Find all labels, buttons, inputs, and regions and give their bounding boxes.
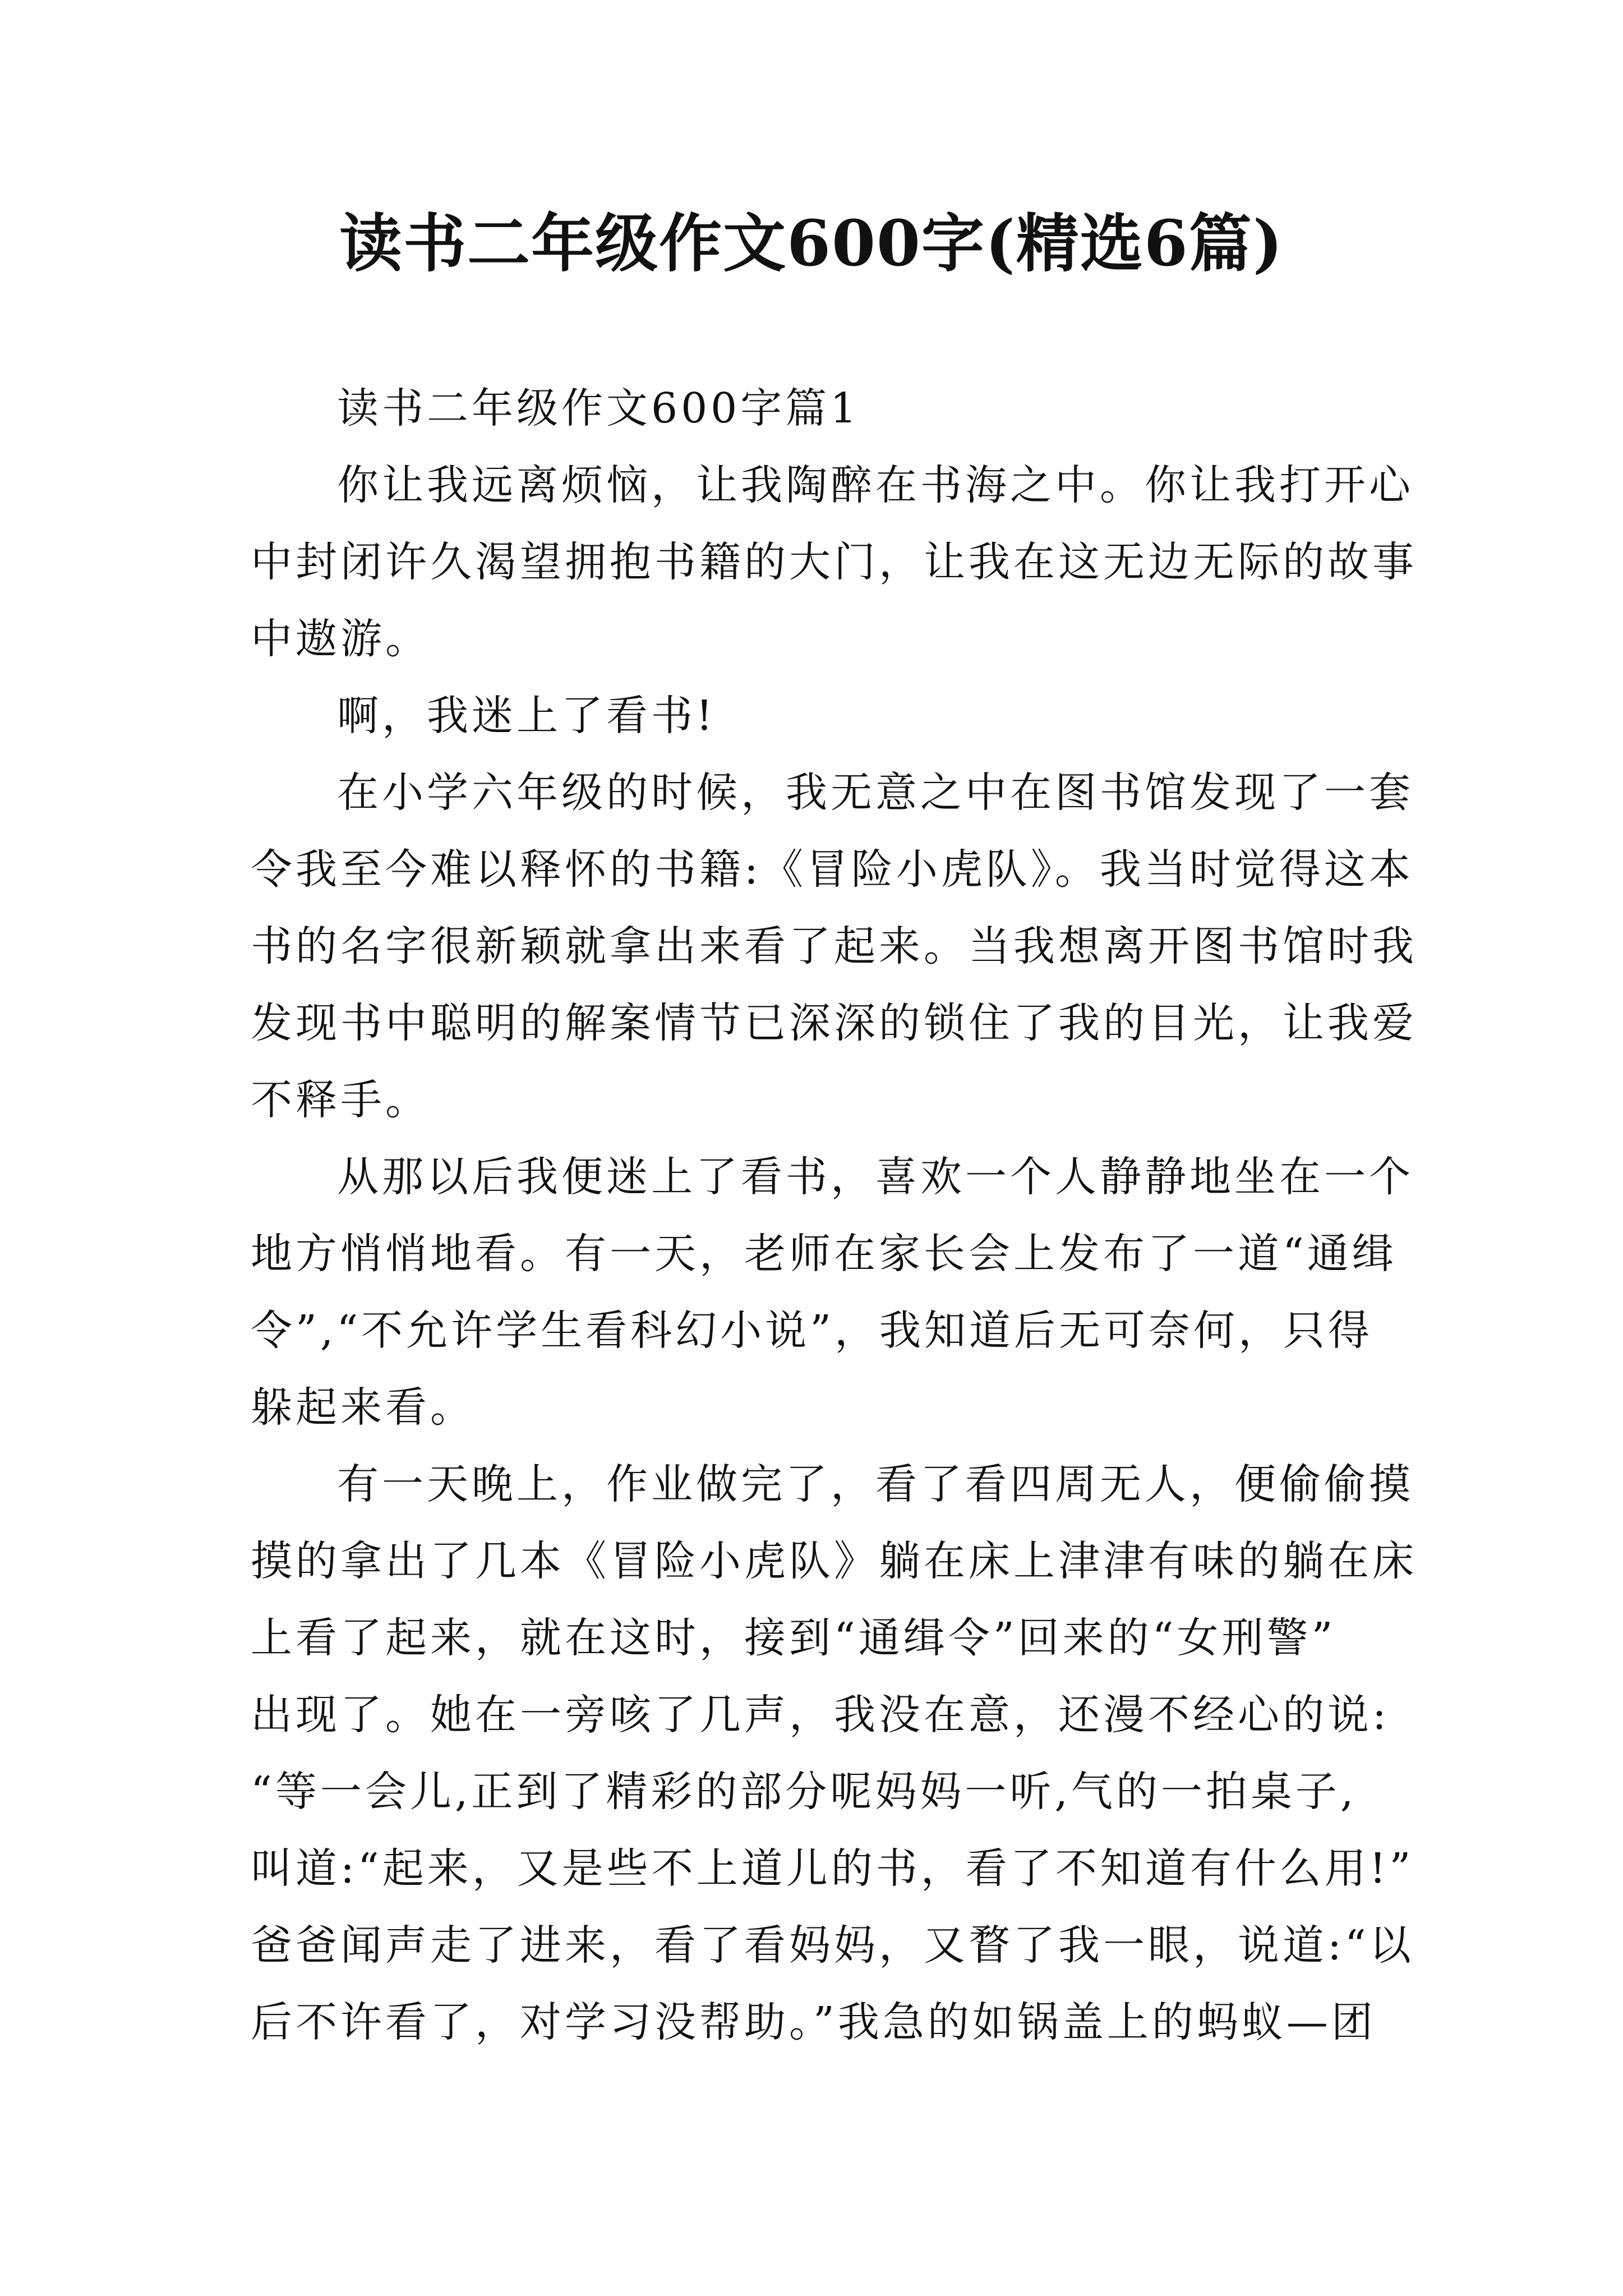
paragraph-line: 出现了。她在一旁咳了几声，我没在意，还漫不经心的说: [251,1691,1390,1739]
section-heading: 读书二年级作文600字篇1 [337,384,860,432]
paragraph-line: “等一会儿,正到了精彩的部分呢妈妈一听,气的一拍桌子, [251,1768,1357,1816]
paragraph-line: 啊，我迷上了看书! [337,692,716,740]
paragraph-line: 摸的拿出了几本《冒险小虎队》躺在床上津津有味的躺在床 [251,1537,1417,1585]
paragraph-line: 不释手。 [251,1076,430,1124]
paragraph-line: 有一天晚上，作业做完了，看了看四周无人，便偷偷摸 [337,1460,1414,1508]
paragraph-line: 躲起来看。 [251,1383,475,1432]
paragraph-line: 地方悄悄地看。有一天，老师在家长会上发布了一道“通缉 [251,1230,1397,1278]
document-title: 读书二年级作文600字(精选6篇) [339,207,1284,280]
paragraph-line: 令我至今难以释怀的书籍:《冒险小虎队》。我当时觉得这本 [251,845,1414,894]
paragraph-line: 上看了起来，就在这时，接到“通缉令”回来的“女刑警” [251,1614,1336,1662]
paragraph-line: 后不许看了，对学习没帮助。”我急的如锅盖上的蚂蚁—团 [251,1998,1376,2046]
paragraph-line: 发现书中聪明的解案情节已深深的锁住了我的目光，让我爱 [251,999,1417,1047]
paragraph-line: 书的名字很新颖就拿出来看了起来。当我想离开图书馆时我 [251,922,1417,970]
paragraph-line: 中遨游。 [251,615,430,663]
paragraph-line: 中封闭许久渴望拥抱书籍的大门，让我在这无边无际的故事 [251,538,1417,586]
paragraph-line: 爸爸闻声走了进来，看了看妈妈，又瞀了我一眼，说道:“以 [251,1921,1414,1970]
paragraph-line: 令”,“不允许学生看科幻小说”，我知道后无可奈何，只得 [251,1306,1373,1355]
paragraph-line: 在小学六年级的时候，我无意之中在图书馆发现了一套 [337,769,1414,817]
paragraph-line: 你让我远离烦恼，让我陶醉在书海之中。你让我打开心 [337,461,1414,509]
document-body [251,370,1484,2061]
paragraph-line: 从那以后我便迷上了看书，喜欢一个人静静地坐在一个 [337,1153,1414,1201]
paragraph-line: 叫道:“起来，又是些不上道儿的书，看了不知道有什么用!” [251,1844,1414,1893]
